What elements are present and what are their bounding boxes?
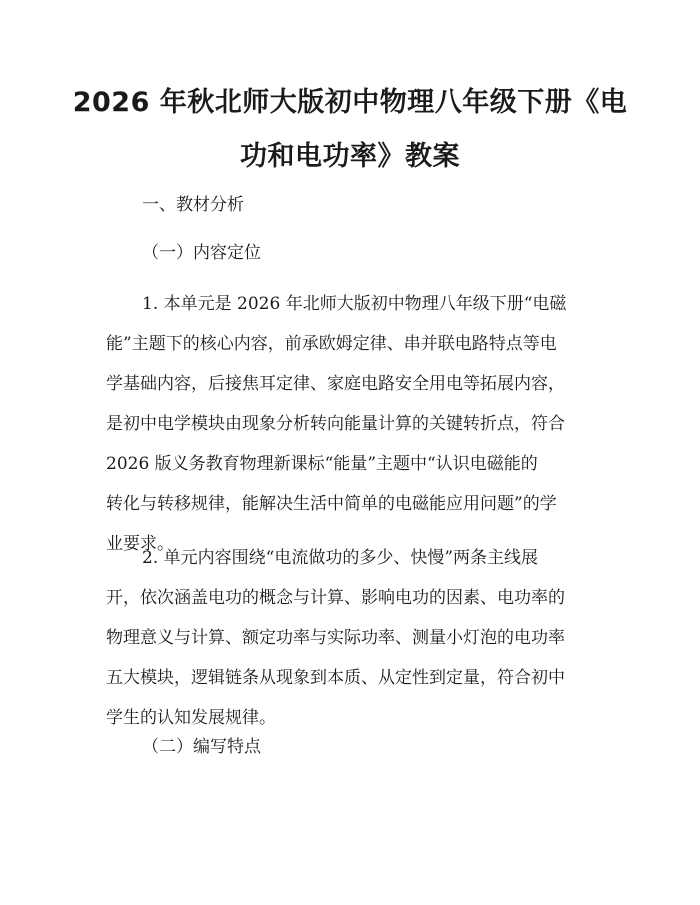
subsection-heading-content-positioning: （一）内容定位 (142, 243, 261, 263)
paragraph-content-positioning-2 (106, 538, 606, 738)
paragraph-line: 是初中电学模块由现象分析转向能量计算的关键转折点，符合 (106, 414, 565, 434)
paragraph-content-positioning-1 (106, 284, 606, 564)
title-line-1: 2026 年秋北师大版初中物理八年级下册《电 (72, 87, 628, 118)
paragraph-line: 能”主题下的核心内容，前承欧姆定律、串并联电路特点等电 (106, 334, 557, 354)
paragraph-line: 1. 本单元是 2026 年北师大版初中物理八年级下册“电磁 (142, 294, 567, 314)
subsection-heading-writing-features: （二）编写特点 (142, 737, 261, 757)
section-heading-teaching-material-analysis: 一、教材分析 (142, 195, 244, 215)
paragraph-line: 开，依次涵盖电功的概念与计算、影响电功的因素、电功率的 (106, 588, 565, 608)
paragraph-line: 物理意义与计算、额定功率与实际功率、测量小灯泡的电功率 (106, 628, 565, 648)
paragraph-line: 学基础内容，后接焦耳定律、家庭电路安全用电等拓展内容， (106, 374, 565, 394)
paragraph-line: 2026 版义务教育物理新课标“能量”主题中“认识电磁能的 (106, 454, 538, 474)
document-title (60, 76, 640, 184)
paragraph-line: 转化与转移规律，能解决生活中简单的电磁能应用问题”的学 (106, 494, 557, 514)
paragraph-line: 2. 单元内容围绕“电流做功的多少、快慢”两条主线展 (142, 548, 539, 568)
paragraph-line: 五大模块，逻辑链条从现象到本质、从定性到定量，符合初中 (106, 668, 565, 688)
title-line-2: 功和电功率》教案 (240, 141, 460, 172)
paragraph-line: 业要求。 (106, 534, 174, 554)
paragraph-line: 学生的认知发展规律。 (106, 708, 276, 728)
